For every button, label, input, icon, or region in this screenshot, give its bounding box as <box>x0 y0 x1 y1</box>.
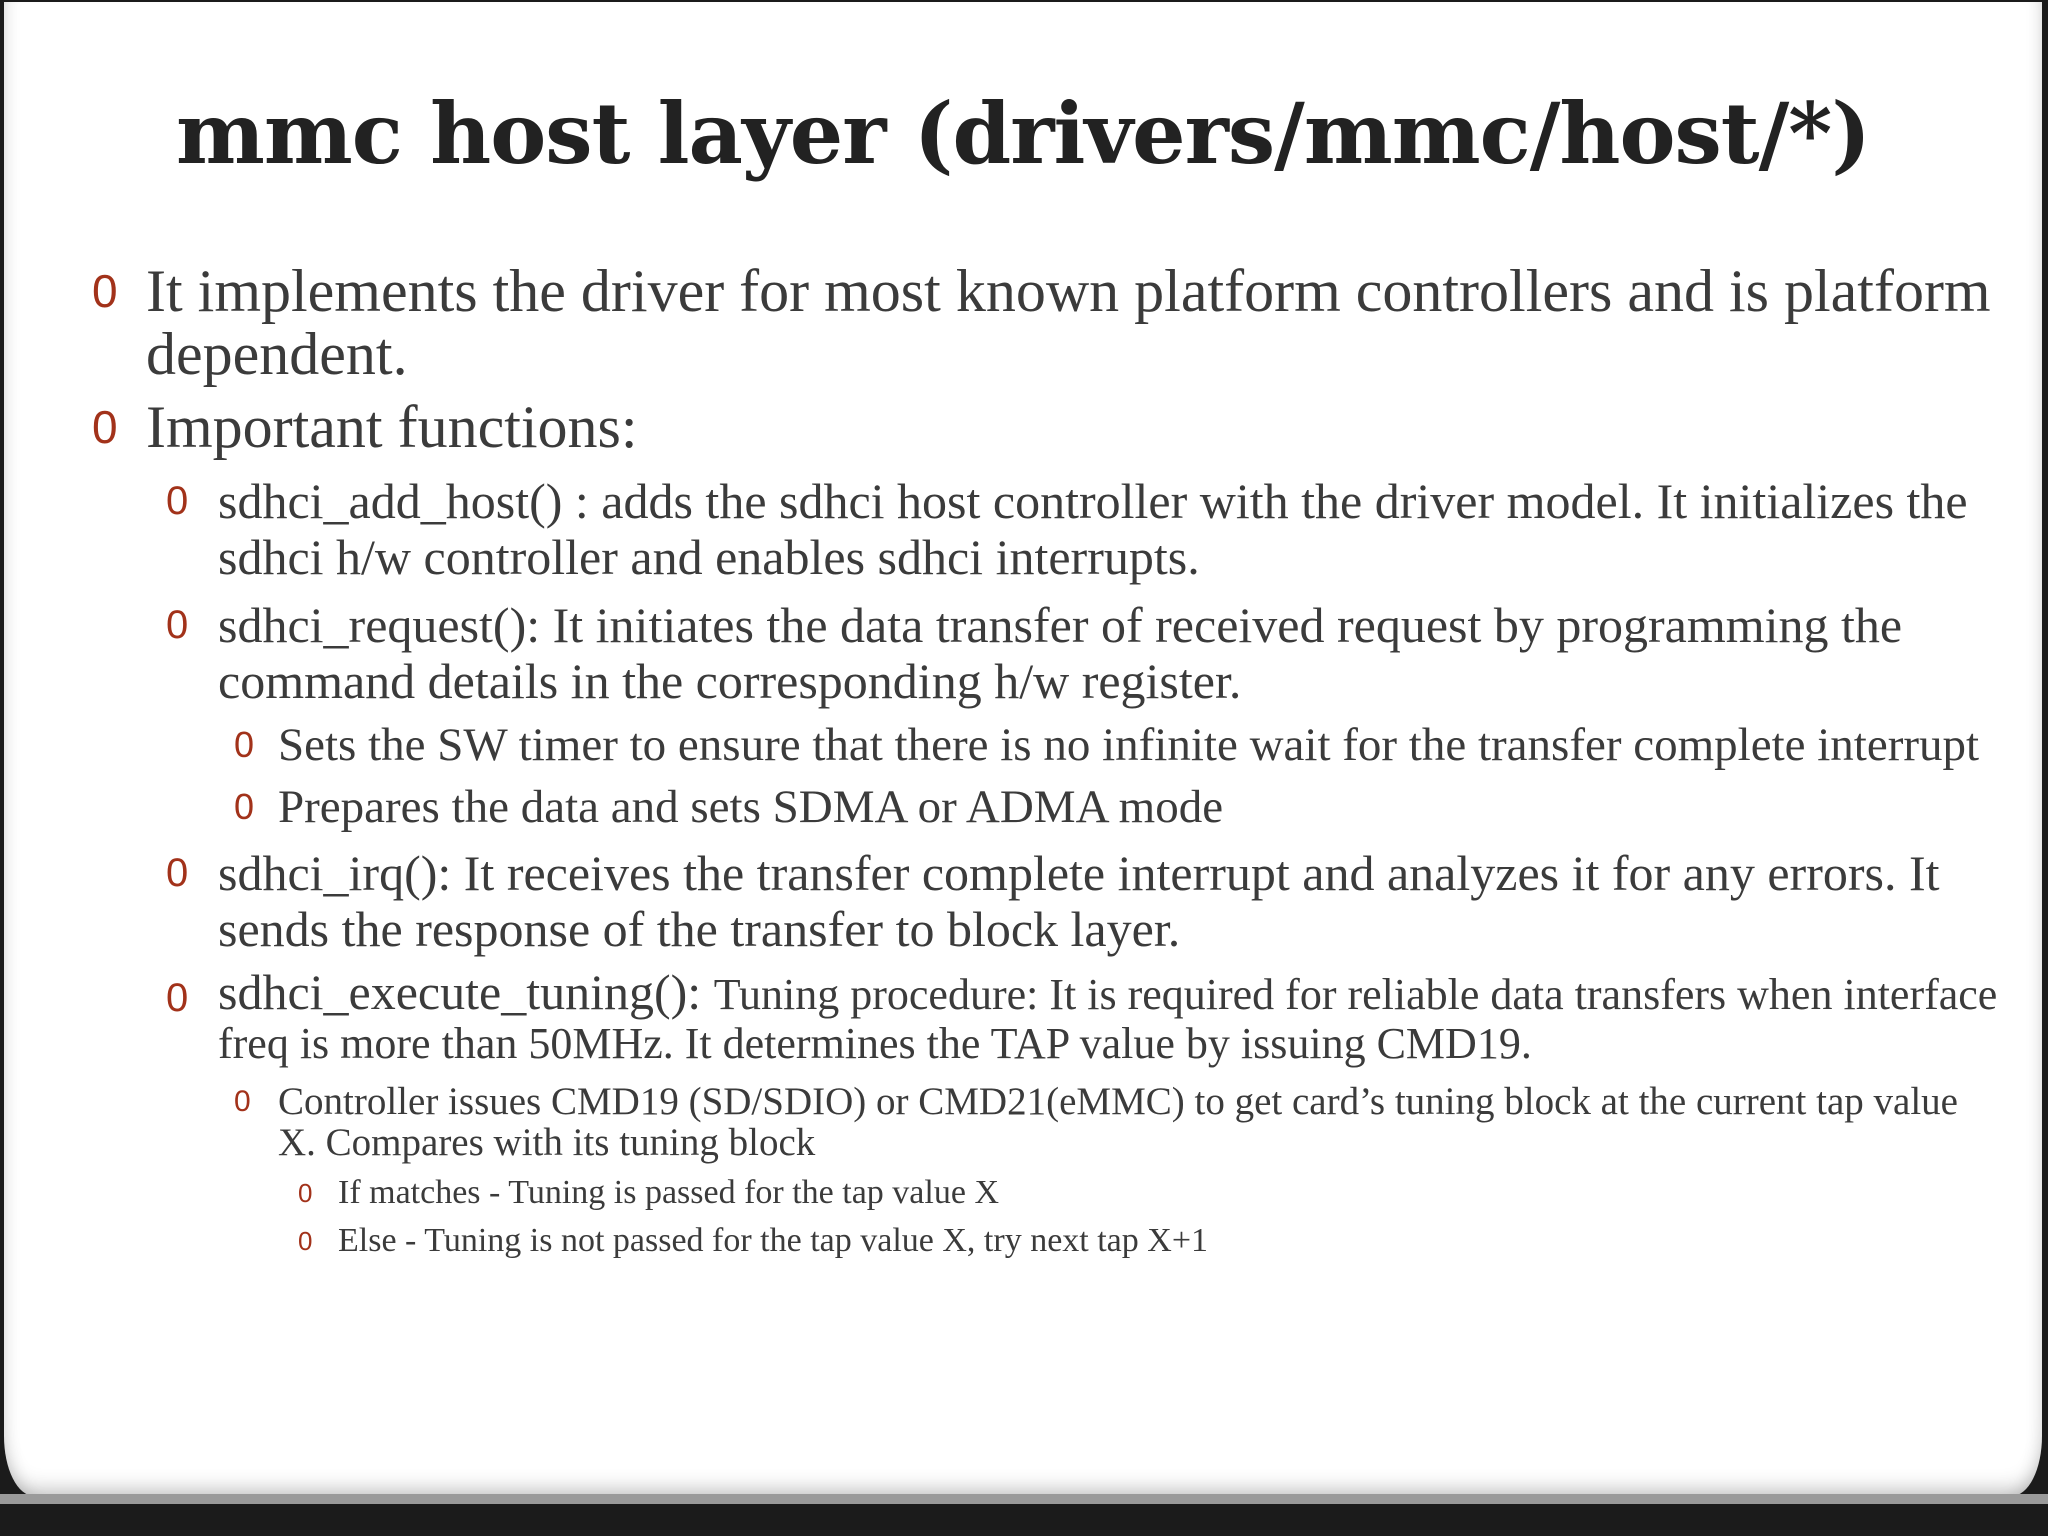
function-name: sdhci_execute_tuning(): <box>218 964 714 1020</box>
bullet-text: sdhci_add_host() : adds the sdhci host controller with the driver model. It initializes the sdhci h/w controller and enables sdhci interrupts. <box>218 473 1968 585</box>
bullet-text: Controller issues CMD19 (SD/SDIO) or CMD21(eMMC) to get card’s tuning block at the current tap value X. Compares with its tuning block <box>278 1080 1958 1164</box>
bullet-text <box>218 964 2004 1068</box>
bullet-marker-icon: 0 <box>92 401 118 453</box>
bullet-item-level3 <box>4 1081 2004 1163</box>
bullet-marker-icon: 0 <box>92 265 118 317</box>
bullet-marker-icon: 0 <box>166 976 189 1020</box>
slide-bottom-edge <box>0 1494 2048 1504</box>
bullet-item-level2 <box>4 964 2004 1068</box>
bullet-text: sdhci_irq(): It receives the transfer complete interrupt and analyzes it for any errors. It sends the response of the transfer to block layer. <box>218 845 1940 957</box>
function-description: Tuning procedure: It is required for reliable data transfers when interface freq is more than 50MHz. It determines the TAP value by issuing CMD19. <box>218 970 1998 1068</box>
bullet-item-level3 <box>4 781 2004 833</box>
bullet-item-level2 <box>4 597 2004 709</box>
bullet-marker-icon: 0 <box>234 1085 251 1118</box>
bullet-marker-icon: 0 <box>166 603 189 647</box>
slide-title: mmc host layer (drivers/mmc/host/*) <box>176 84 1870 183</box>
bullet-item-level3 <box>4 719 2004 771</box>
bullet-marker-icon: 0 <box>298 1226 313 1256</box>
bullet-text: Else - Tuning is not passed for the tap value X, try next tap X+1 <box>338 1222 1209 1259</box>
bullet-item-level4 <box>4 1219 2004 1263</box>
bullet-text: Sets the SW timer to ensure that there is no infinite wait for the transfer complete interrupt <box>278 719 1980 771</box>
bullet-marker-icon: 0 <box>166 851 189 895</box>
bullet-item-level4 <box>4 1171 2004 1215</box>
bullet-text: If matches - Tuning is passed for the tap value X <box>338 1174 999 1211</box>
bullet-marker-icon: 0 <box>234 724 255 765</box>
bullet-marker-icon: 0 <box>166 479 189 523</box>
bullet-item-level1 <box>4 396 2004 459</box>
bullet-text: It implements the driver for most known platform controllers and is platform dependent. <box>146 258 1991 387</box>
bullet-marker-icon: 0 <box>234 786 255 827</box>
bullet-text: Prepares the data and sets SDMA or ADMA mode <box>278 781 1224 833</box>
bullet-item-level2 <box>4 845 2004 957</box>
bullet-text: sdhci_request(): It initiates the data transfer of received request by programming the command details in the corresponding h/w register. <box>218 597 1903 709</box>
slide <box>4 2 2042 1496</box>
bullet-item-level2 <box>4 473 2004 585</box>
bullet-marker-icon: 0 <box>298 1178 313 1208</box>
bullet-text: Important functions: <box>146 394 638 460</box>
slide-content <box>4 260 2004 1263</box>
bullet-item-level1 <box>4 260 2004 386</box>
